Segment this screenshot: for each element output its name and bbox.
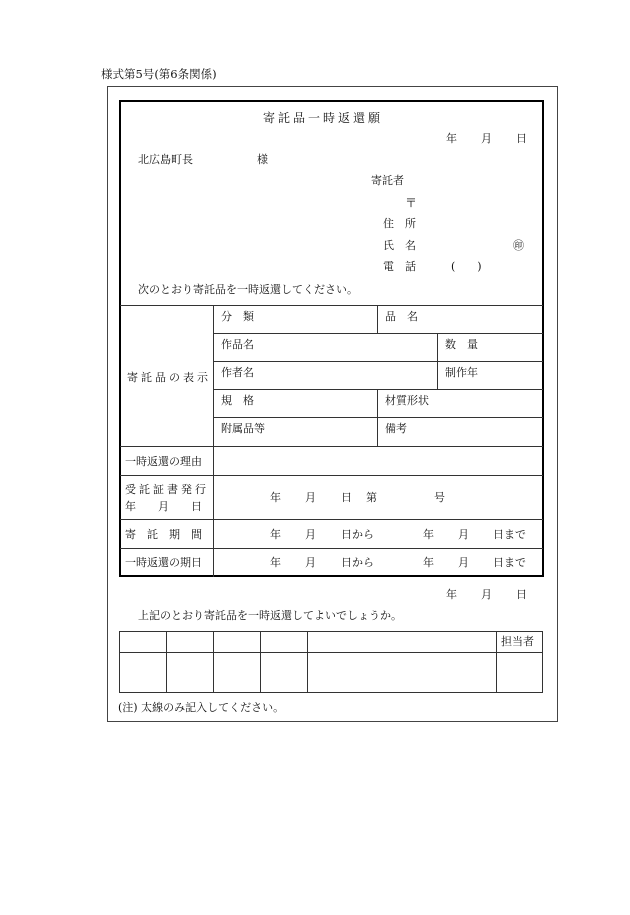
col-line xyxy=(377,389,378,446)
reason-label: 一時返還の理由 xyxy=(125,455,202,468)
approval-year-label: 年 xyxy=(446,588,457,601)
form-number: 様式第5号(第6条関係) xyxy=(101,67,217,81)
phone-label[interactable]: 電 話 xyxy=(383,260,416,273)
stamp-grid-line xyxy=(119,652,543,653)
year-made-field[interactable]: 制作年 xyxy=(445,366,478,379)
cert-year[interactable]: 年 xyxy=(270,491,281,504)
return-deadline-label: 一時返還の期日 xyxy=(125,556,202,569)
name-label[interactable]: 氏 名 xyxy=(383,239,416,252)
seal-mark: ㊞ xyxy=(513,239,524,252)
cert-day[interactable]: 日 xyxy=(341,491,352,504)
cert-no: 第 xyxy=(366,491,377,504)
deposit-period-label: 寄 託 期 間 xyxy=(125,528,202,541)
stamp-grid-line xyxy=(260,631,261,693)
row-line xyxy=(213,417,543,418)
address-label[interactable]: 住 所 xyxy=(383,217,416,230)
stamp-grid-line xyxy=(213,631,214,693)
deposit-to-month[interactable]: 月 xyxy=(458,528,469,541)
return-from-year[interactable]: 年 xyxy=(270,556,281,569)
col-line xyxy=(437,333,438,389)
table-top-line xyxy=(120,305,543,306)
date-day-label: 日 xyxy=(516,132,527,145)
approval-stamp-grid xyxy=(119,631,543,693)
category-field[interactable]: 分 類 xyxy=(221,310,254,323)
deposit-to-day[interactable]: 日まで xyxy=(493,528,526,541)
row-line xyxy=(213,361,543,362)
form-title: 寄託品一時返還願 xyxy=(263,111,384,125)
dimensions-field[interactable]: 規 格 xyxy=(221,394,254,407)
label-column-line xyxy=(213,305,214,577)
stamp-grid-line xyxy=(496,631,497,693)
approval-month-label: 月 xyxy=(481,588,492,601)
row-line xyxy=(120,519,543,520)
remarks-field[interactable]: 備考 xyxy=(385,422,407,435)
deposit-to-year[interactable]: 年 xyxy=(423,528,434,541)
phone-paren: ( ) xyxy=(451,260,482,273)
addressee-honorific: 様 xyxy=(257,153,268,166)
work-title-field[interactable]: 作品名 xyxy=(221,338,254,351)
deposit-from-year[interactable]: 年 xyxy=(270,528,281,541)
certificate-label-line1: 受託証書発行 xyxy=(125,483,209,496)
row-line xyxy=(120,446,543,447)
material-field[interactable]: 材質形状 xyxy=(385,394,429,407)
quantity-field[interactable]: 数 量 xyxy=(445,338,478,351)
accessories-field[interactable]: 附属品等 xyxy=(221,422,265,435)
stamp-grid-line xyxy=(166,631,167,693)
date-year-label: 年 xyxy=(446,132,457,145)
row-line xyxy=(213,333,543,334)
return-from-day[interactable]: 日から xyxy=(341,556,374,569)
row-line xyxy=(213,389,543,390)
row-line xyxy=(120,475,543,476)
date-month-label: 月 xyxy=(481,132,492,145)
note-text: (注) 太線のみ記入してください。 xyxy=(118,701,285,714)
row-line xyxy=(120,548,543,549)
addressee-name: 北広島町長 xyxy=(138,153,193,166)
approval-day-label: 日 xyxy=(516,588,527,601)
request-text: 次のとおり寄託品を一時返還してください。 xyxy=(138,283,358,296)
return-to-year[interactable]: 年 xyxy=(423,556,434,569)
approval-text: 上記のとおり寄託品を一時返還してよいでしょうか。 xyxy=(138,609,402,622)
stamp-grid-line xyxy=(307,631,308,693)
deposit-from-day[interactable]: 日から xyxy=(341,528,374,541)
return-to-day[interactable]: 日まで xyxy=(493,556,526,569)
postal-mark: 〒 xyxy=(405,196,418,210)
col-line xyxy=(377,305,378,333)
artist-field[interactable]: 作者名 xyxy=(221,366,254,379)
cert-month[interactable]: 月 xyxy=(305,491,316,504)
item-section-label: 寄託品の表示 xyxy=(127,371,211,384)
depositor-label: 寄託者 xyxy=(371,174,404,187)
cert-number[interactable]: 号 xyxy=(434,491,445,504)
item-name-field[interactable]: 品 名 xyxy=(385,310,418,323)
return-from-month[interactable]: 月 xyxy=(305,556,316,569)
deposit-from-month[interactable]: 月 xyxy=(305,528,316,541)
staff-label: 担当者 xyxy=(501,635,534,648)
certificate-label-line2: 年 月 日 xyxy=(125,500,202,513)
return-to-month[interactable]: 月 xyxy=(458,556,469,569)
